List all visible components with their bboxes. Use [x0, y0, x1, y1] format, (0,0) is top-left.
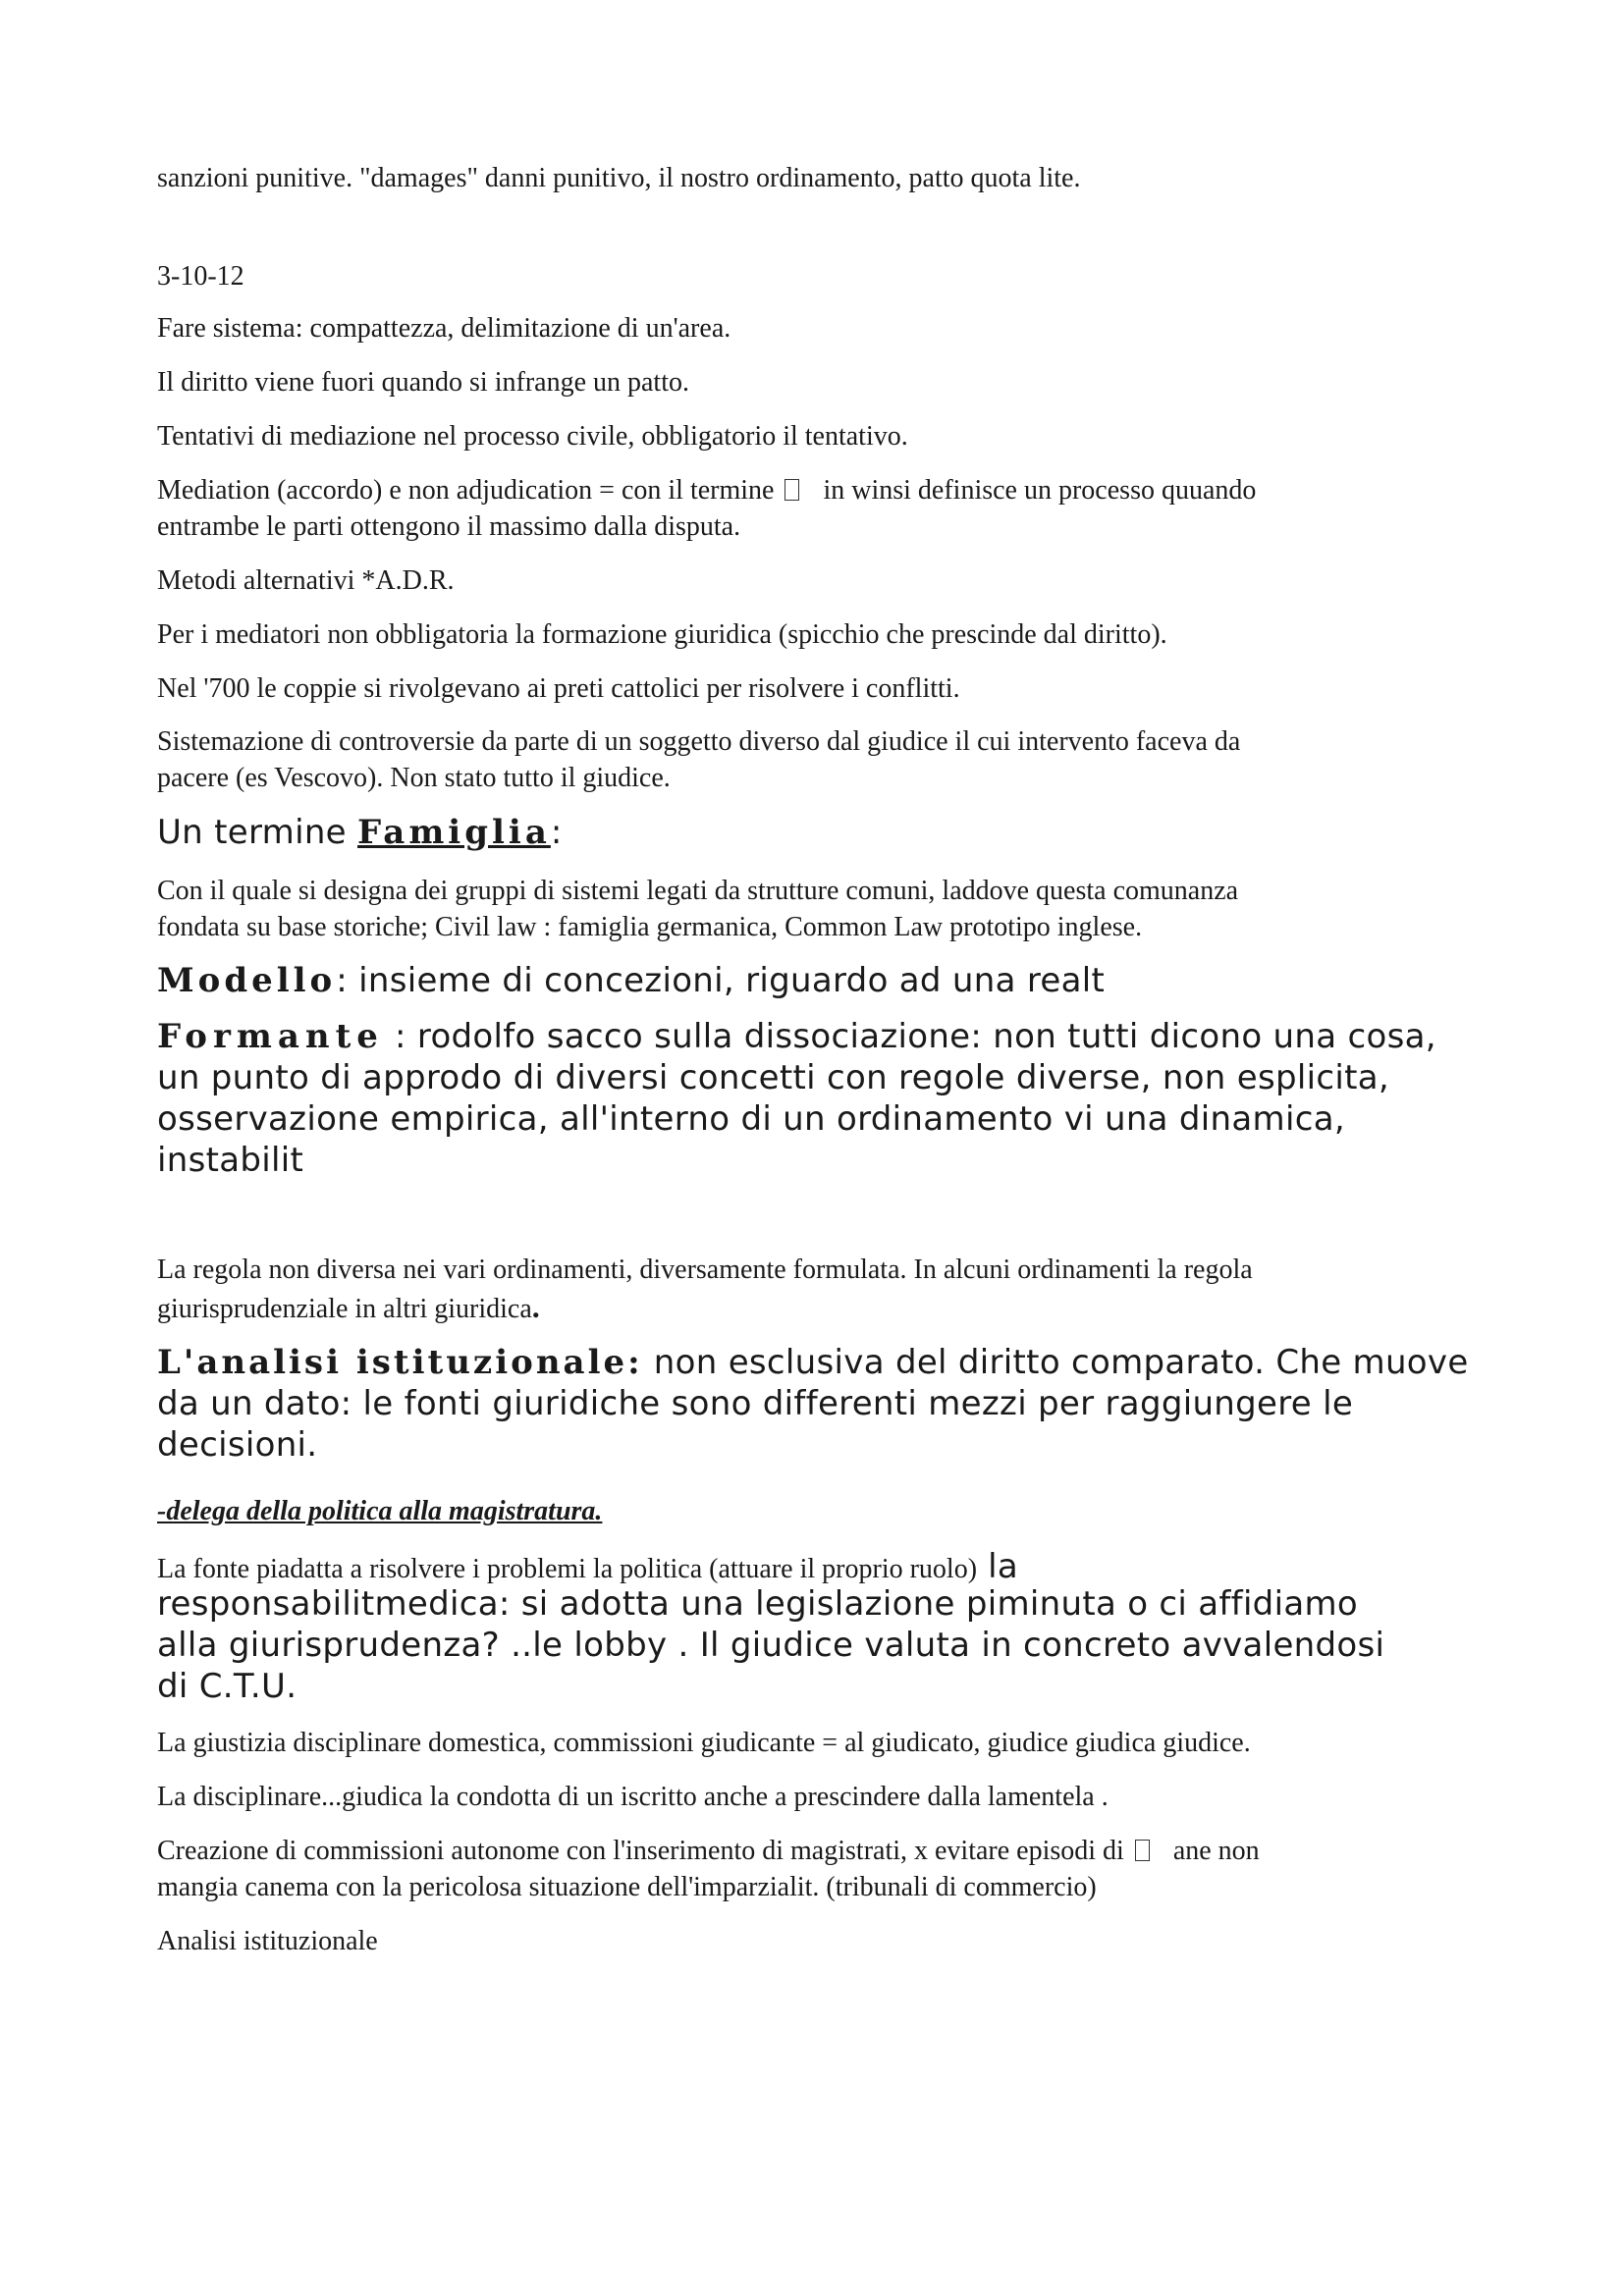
text-line: La disciplinare...giudica la condotta di un iscritto anche a prescindere dalla lamentela . — [157, 1782, 1109, 1812]
text-line: Fare sistema: compattezza, delimitazione di un'area. — [157, 313, 731, 344]
delega-heading: -delega della politica alla magistratura. — [157, 1496, 603, 1526]
text-fragment: la — [977, 1547, 1019, 1586]
text-fragment: La fonte piadatta a risolvere i problemi la politica (attuare il proprio ruolo) — [157, 1554, 978, 1584]
text-line: Per i mediatori non obbligatoria la formazione giuridica (spicchio che prescinde dal diritto). — [157, 619, 1167, 650]
text-line: Sistemazione di controversie da parte di un soggetto diverso dal giudice il cui intervento faceva da — [157, 726, 1241, 757]
text-fragment: giurisprudenziale in altri giuridica — [157, 1294, 532, 1324]
text-line — [157, 1833, 1473, 1869]
text-line — [157, 1016, 1473, 1057]
modello-term: Modello — [157, 961, 337, 1000]
text-line: Con il quale si designa dei gruppi di sistemi legati da strutture comuni, laddove questa comunanza — [157, 876, 1239, 906]
text-fragment: in winsi definisce un processo quuando — [823, 475, 1257, 506]
text-line: Il diritto viene fuori quando si infrange un patto. — [157, 367, 689, 398]
text-line — [157, 1342, 1473, 1383]
text-line: da un dato: le fonti giuridiche sono differenti mezzi per raggiungere le — [157, 1384, 1354, 1423]
text-line: La giustizia disciplinare domestica, commissioni giudicante = al giudicato, giudice giudica giudice. — [157, 1728, 1251, 1758]
text-line: osservazione empirica, all'interno di un ordinamento vi una dinamica, — [157, 1099, 1345, 1139]
text-line: di C.T.U. — [157, 1667, 298, 1706]
text-line — [157, 1546, 1473, 1587]
analisi-definition — [157, 1342, 1473, 1466]
text-fragment: Mediation (accordo) e non adjudication = con il termine — [157, 475, 775, 506]
text-line: entrambe le parti ottengono il massimo dalla disputa. — [157, 511, 741, 542]
text-line: alla giurisprudenza? ..le lobby . Il giudice valuta in concreto avvalendosi — [157, 1626, 1385, 1665]
famiglia-term: Famiglia — [357, 813, 551, 852]
missing-glyph-icon — [1135, 1840, 1150, 1861]
text-line: Analisi istituzionale — [157, 1926, 378, 1956]
modello-definition — [157, 960, 1473, 1001]
heading-prefix: Un termine — [157, 813, 358, 852]
text-block — [157, 1583, 1473, 1707]
text-line: Nel '700 le coppie si rivolgevano ai preti cattolici per risolvere i conflitti. — [157, 673, 960, 704]
formante-definition — [157, 1016, 1473, 1181]
text-line: Tentativi di mediazione nel processo civile, obbligatorio il tentativo. — [157, 421, 908, 452]
text-line: La regola non diversa nei vari ordinamenti, diversamente formulata. In alcuni ordinamenti la regola — [157, 1255, 1253, 1285]
text-fragment: . — [531, 1289, 540, 1324]
text-line: mangia canema con la pericolosa situazione dell'imparzialit. (tribunali di commercio) — [157, 1872, 1097, 1902]
text-line: decisioni. — [157, 1425, 318, 1465]
text-line: fondata su base storiche; Civil law : famiglia germanica, Common Law prototipo inglese. — [157, 912, 1143, 942]
text-fragment: ane non — [1172, 1836, 1260, 1866]
text-line: sanzioni punitive. "damages" danni punitivo, il nostro ordinamento, patto quota lite. — [157, 163, 1081, 193]
modello-text: : insieme di concezioni, riguardo ad una realt — [336, 961, 1106, 1000]
text-fragment: : rodolfo sacco sulla dissociazione: non tutti dicono una cosa, — [383, 1017, 1436, 1056]
date-heading: 3-10-12 — [157, 261, 244, 292]
formante-term: Formante — [157, 1017, 384, 1056]
text-line: instabilit — [157, 1141, 304, 1180]
text-line: un punto di approdo di diversi concetti con regole diverse, non esplicita, — [157, 1058, 1389, 1097]
text-fragment: Creazione di commissioni autonome con l'inserimento di magistrati, x evitare episodi di — [157, 1836, 1124, 1866]
famiglia-heading — [157, 812, 1473, 853]
missing-glyph-icon — [784, 479, 799, 501]
text-line: responsabilitmedica: si adotta una legislazione piminuta o ci affidiamo — [157, 1584, 1358, 1624]
text-fragment: non esclusiva del diritto comparato. Che muove — [642, 1343, 1469, 1382]
text-line: pacere (es Vescovo). Non stato tutto il giudice. — [157, 763, 671, 793]
text-line — [157, 1289, 1473, 1327]
text-line: Metodi alternativi *A.D.R. — [157, 565, 455, 596]
text-line — [157, 472, 1473, 508]
analisi-term: L'analisi istituzionale: — [157, 1343, 643, 1382]
heading-suffix: : — [550, 813, 563, 852]
